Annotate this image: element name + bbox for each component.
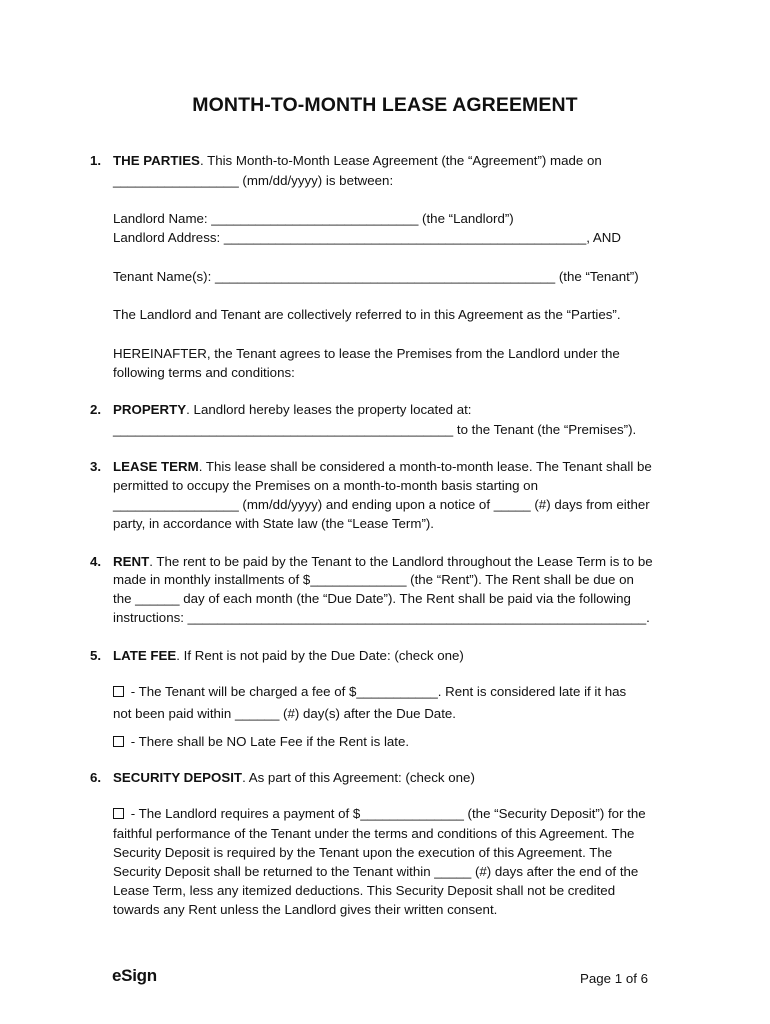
rent-text-1: . The rent to be paid by the Tenant to the Landlord throughout the Lease Term is to be bbox=[149, 554, 653, 569]
hereinafter-line-2: following terms and conditions: bbox=[113, 365, 295, 380]
parties-line-1 bbox=[113, 153, 602, 169]
security-deposit-line-4[interactable]: Security Deposit shall be returned to the Tenant within _____ (#) days after the end of the bbox=[113, 864, 639, 879]
property-heading: PROPERTY bbox=[113, 402, 187, 417]
section-number-parties: 1. bbox=[90, 153, 102, 168]
lease-term-line-4: party, in accordance with State law (the “Lease Term”). bbox=[113, 516, 434, 531]
late-fee-text-1: . If Rent is not paid by the Due Date: (check one) bbox=[176, 648, 464, 663]
late-fee-option-2 bbox=[113, 734, 409, 750]
section-number-property: 2. bbox=[90, 402, 102, 417]
property-text-1: . Landlord hereby leases the property located at: bbox=[186, 402, 472, 417]
section-number-rent: 4. bbox=[90, 554, 102, 569]
no-late-fee-checkbox[interactable] bbox=[113, 736, 124, 747]
security-deposit-checkbox[interactable] bbox=[113, 808, 124, 819]
security-deposit-line-1 bbox=[113, 770, 475, 786]
parties-text-1: . This Month-to-Month Lease Agreement (the “Agreement”) made on bbox=[199, 153, 602, 168]
security-deposit-heading: SECURITY DEPOSIT bbox=[113, 770, 243, 785]
rent-line-3[interactable]: the ______ day of each month (the “Due Date”). The Rent shall be paid via the following bbox=[113, 591, 631, 606]
esign-logo: eSign bbox=[112, 966, 157, 985]
parties-line-2[interactable]: _________________ (mm/dd/yyyy) is between: bbox=[113, 173, 394, 188]
lease-term-heading: LEASE TERM bbox=[113, 459, 199, 474]
security-deposit-line-5: Lease Term, less any itemized deductions. This Security Deposit shall not be credited bbox=[113, 883, 616, 898]
landlord-address-field[interactable]: Landlord Address: _________________________________________________, AND bbox=[113, 230, 621, 245]
security-deposit-option-1 bbox=[113, 806, 646, 822]
section-number-late-fee: 5. bbox=[90, 648, 102, 663]
late-fee-heading: LATE FEE bbox=[113, 648, 177, 663]
late-fee-option-1-text: - The Tenant will be charged a fee of $___________. Rent is considered late if it has bbox=[127, 684, 627, 699]
section-number-security-deposit: 6. bbox=[90, 770, 102, 785]
tenant-names-field[interactable]: Tenant Name(s): ______________________________________________ (the “Tenant”) bbox=[113, 269, 639, 284]
security-deposit-text-1: . As part of this Agreement: (check one) bbox=[242, 770, 475, 785]
security-deposit-option-1-text: - The Landlord requires a payment of $______________ (the “Security Deposit”) for the bbox=[127, 806, 646, 821]
security-deposit-line-6: towards any Rent unless the Landlord gives their written consent. bbox=[113, 902, 498, 917]
rent-heading: RENT bbox=[113, 554, 150, 569]
section-number-lease-term: 3. bbox=[90, 459, 102, 474]
lease-term-line-2: permitted to occupy the Premises on a month-to-month basis starting on bbox=[113, 478, 538, 493]
late-fee-option-1-line-2[interactable]: not been paid within ______ (#) day(s) after the Due Date. bbox=[113, 706, 456, 721]
lease-term-text-1: . This lease shall be considered a month-to-month lease. The Tenant shall be bbox=[198, 459, 652, 474]
late-fee-line-1 bbox=[113, 648, 464, 664]
document-title: MONTH-TO-MONTH LEASE AGREEMENT bbox=[192, 94, 578, 116]
late-fee-option-2-text: - There shall be NO Late Fee if the Rent is late. bbox=[127, 734, 410, 749]
parties-collective-text: The Landlord and Tenant are collectively referred to in this Agreement as the “Parties”. bbox=[113, 307, 621, 322]
security-deposit-line-2: faithful performance of the Tenant under the terms and conditions of this Agreement. The bbox=[113, 826, 635, 841]
late-fee-option-1 bbox=[113, 684, 626, 700]
hereinafter-line-1: HEREINAFTER, the Tenant agrees to lease the Premises from the Landlord under the bbox=[113, 346, 620, 361]
rent-line-4[interactable]: instructions: ______________________________________________________________. bbox=[113, 610, 650, 625]
page-number: Page 1 of 6 bbox=[580, 971, 649, 986]
rent-line-2[interactable]: made in monthly installments of $_____________ (the “Rent”). The Rent shall be due on bbox=[113, 572, 634, 587]
property-line-1 bbox=[113, 402, 471, 418]
property-address-field[interactable]: ______________________________________________ to the Tenant (the “Premises”). bbox=[113, 422, 637, 437]
landlord-name-field[interactable]: Landlord Name: ____________________________ (the “Landlord”) bbox=[113, 211, 514, 226]
parties-heading: THE PARTIES bbox=[113, 153, 200, 168]
late-fee-charge-checkbox[interactable] bbox=[113, 686, 124, 697]
lease-term-line-1 bbox=[113, 459, 652, 475]
lease-term-line-3[interactable]: _________________ (mm/dd/yyyy) and ending upon a notice of _____ (#) days from either bbox=[113, 497, 650, 512]
rent-line-1 bbox=[113, 554, 653, 570]
security-deposit-line-3: Security Deposit is required by the Tenant upon the execution of this Agreement. The bbox=[113, 845, 613, 860]
